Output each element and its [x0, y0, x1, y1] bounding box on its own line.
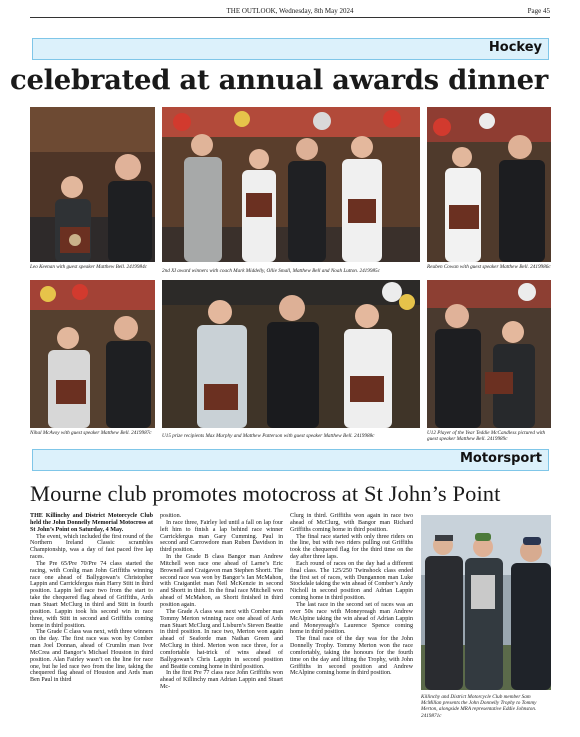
- motorsport-headline: Mourne club promotes motocross at St John’s Point: [30, 481, 501, 506]
- article-column-2: [160, 513, 283, 691]
- article-paragraph: The Pre 65/Pre 70/Pre 74 class started the racing, with Conlig man John Griffiths winning race one ahead of Ballygowan’s Christopher Lappin and Carrickfergus man Harry Stitt in third position. Lappin led race two from the start to take the chequered flag ahead of Griffiths, Ards man Stuart McClurg in third and Stitt in fourth position. Lappin took his second win in race three, with Stitt in second and Griffiths coming home in third position.: [30, 560, 153, 629]
- article-paragraph: Clurg in third. Griffiths won again in race two ahead of McClurg, with Bangor man Richard Griffiths coming home in third position.: [290, 513, 413, 533]
- caption-teddie-mccandless: U12 Player of the Year Teddie McCandless pictured with guest speaker Matthew Bell. 2419989c: [427, 430, 546, 443]
- page-header: [30, 4, 550, 18]
- article-paragraph: THE Killinchy and District Motorcycle Club held the John Donnelly Memorial Motocross at St John’s Point on Saturday, 4 May.: [30, 513, 153, 533]
- article-paragraph: The Grade A class was next with Comber man Tommy Merton winning race one ahead of Ards man Stuart McClurg and Lisburn’s Steven Beattie in third position. In race two, Merton won again ahead of Seaforde man Nathan Green and McClurg in third. Merton won race three, for a comfortable hat-trick of wins ahead of Ballygowan’s Chris Lappin in second position and Beattie coming home in third position.: [160, 608, 283, 670]
- section-label-hockey: Hockey: [488, 40, 542, 55]
- article-paragraph: The last race in the second set of races was an over 50s race with Moneyreagh man Andrew McAlpine taking the win ahead of Adrian Lappin and Moneyreagh’s Laurence Spence coming home in third position.: [290, 601, 413, 636]
- photo-teddie-mccandless: [427, 280, 551, 428]
- article-paragraph: The event, which included the first round of the Northern Ireland Classic scrambles Championship, was a day of fast paced five lap races.: [30, 533, 153, 561]
- photo-trophy-presentation: [421, 515, 551, 690]
- photo-2nd-xi-winners: [162, 107, 420, 262]
- publication-date-line: THE OUTLOOK, Wednesday, 8th May 2024: [226, 7, 354, 15]
- article-paragraph: The final race started with only three riders on the line, but with two riders pulling out Griffiths took the chequered flag for the third time on the day after three laps.: [290, 533, 413, 561]
- article-column-3: [290, 513, 413, 677]
- photo-leo-keenan: [30, 107, 155, 262]
- photo-u15-prize-recipients: [162, 280, 420, 428]
- article-paragraph: The Grade C class was next, with three winners on the day. The first race was won by Comber man Joel Donnan, ahead of Crumlin man Ivor McCrea and Bangor’s Michael Houston in third position. Alan Fairley wasn’t on the line for race one, but he led race two from the line, taking the chequered flag ahead of Houston and Ards man Ben Paul in third: [30, 629, 153, 684]
- article-column-1: [30, 513, 153, 684]
- section-label-motorsport: Motorsport: [459, 451, 542, 466]
- section-bar-motorsport: [32, 449, 549, 471]
- article-paragraph: position.: [160, 513, 182, 519]
- photo-reuben-cowan: [427, 107, 551, 262]
- article-paragraph: Each round of races on the day had a different final class. The 125/250 Twinshock class ended the first set of races, with Dungannon man Luke Stockdale taking the win ahead of Comber’s Andy Nicholl in second position and Adrian Lappin coming home in third position.: [290, 560, 413, 602]
- caption-2nd-xi: 2nd XI award winners with coach Mark Middelly, Ollie Small, Matthew Bell and Noah Lutton. 2419985c: [162, 268, 380, 274]
- hockey-headline: celebrated at annual awards dinner: [10, 64, 548, 96]
- article-paragraph: The final race of the day was for the John Donnelly Trophy. Tommy Merton won the race comfortably, taking the honours for the fourth time on the day and lifting the Trophy, with John Griffiths in second position and Andrew McAlpine coming home in third position.: [290, 636, 413, 677]
- article-paragraph: In the first Pre 77 class race John Griffiths won ahead of Killinchy man Adrian Lappin and Stuart Mc-: [160, 670, 283, 691]
- section-bar-hockey: [32, 38, 549, 60]
- caption-trophy-presentation: Killinchy and District Motorcycle Club member Sam McMillan presents the John Donnelly Trophy to Tommy Merton, alongside MRA representative Eddie Johnston. 2419871c: [421, 694, 537, 719]
- header-rule: [30, 17, 550, 18]
- caption-nihal-mcavoy: Nihal McAvoy with guest speaker Matthew Bell. 2419987c: [30, 430, 152, 436]
- photo-nihal-mcavoy: [30, 280, 155, 428]
- caption-reuben-cowan: Reuben Cowan with guest speaker Matthew Bell. 2419986c: [427, 264, 551, 270]
- caption-leo-keenan: Leo Keenan with guest speaker Matthew Bell. 2419984c: [30, 264, 147, 270]
- page-number: Page 45: [527, 7, 550, 15]
- caption-u15: U15 prize recipients Max Murphy and Matthew Patterson with guest speaker Matthew Bell. 2419988c: [162, 433, 375, 439]
- article-paragraph: In race three, Fairley led until a fall on lap four left him to finish a lap behind race winner Carrickfergus man Gary Cumming. Paul in second and Carrowdore man Ruben Davidson in third position.: [160, 519, 283, 554]
- article-paragraph: In the Grade B class Bangor man Andrew Mitchell won race one ahead of Larne’s Eric Brownell and Craigavon man Stephen Shortt. The second race was won by Bangor’s Ian McMahon, with Craigantlet man Neil McKenzie in second and Shortt in third. In the final race Mitchell won ahead of McMahon, as Shortt finished in third position again.: [160, 554, 283, 608]
